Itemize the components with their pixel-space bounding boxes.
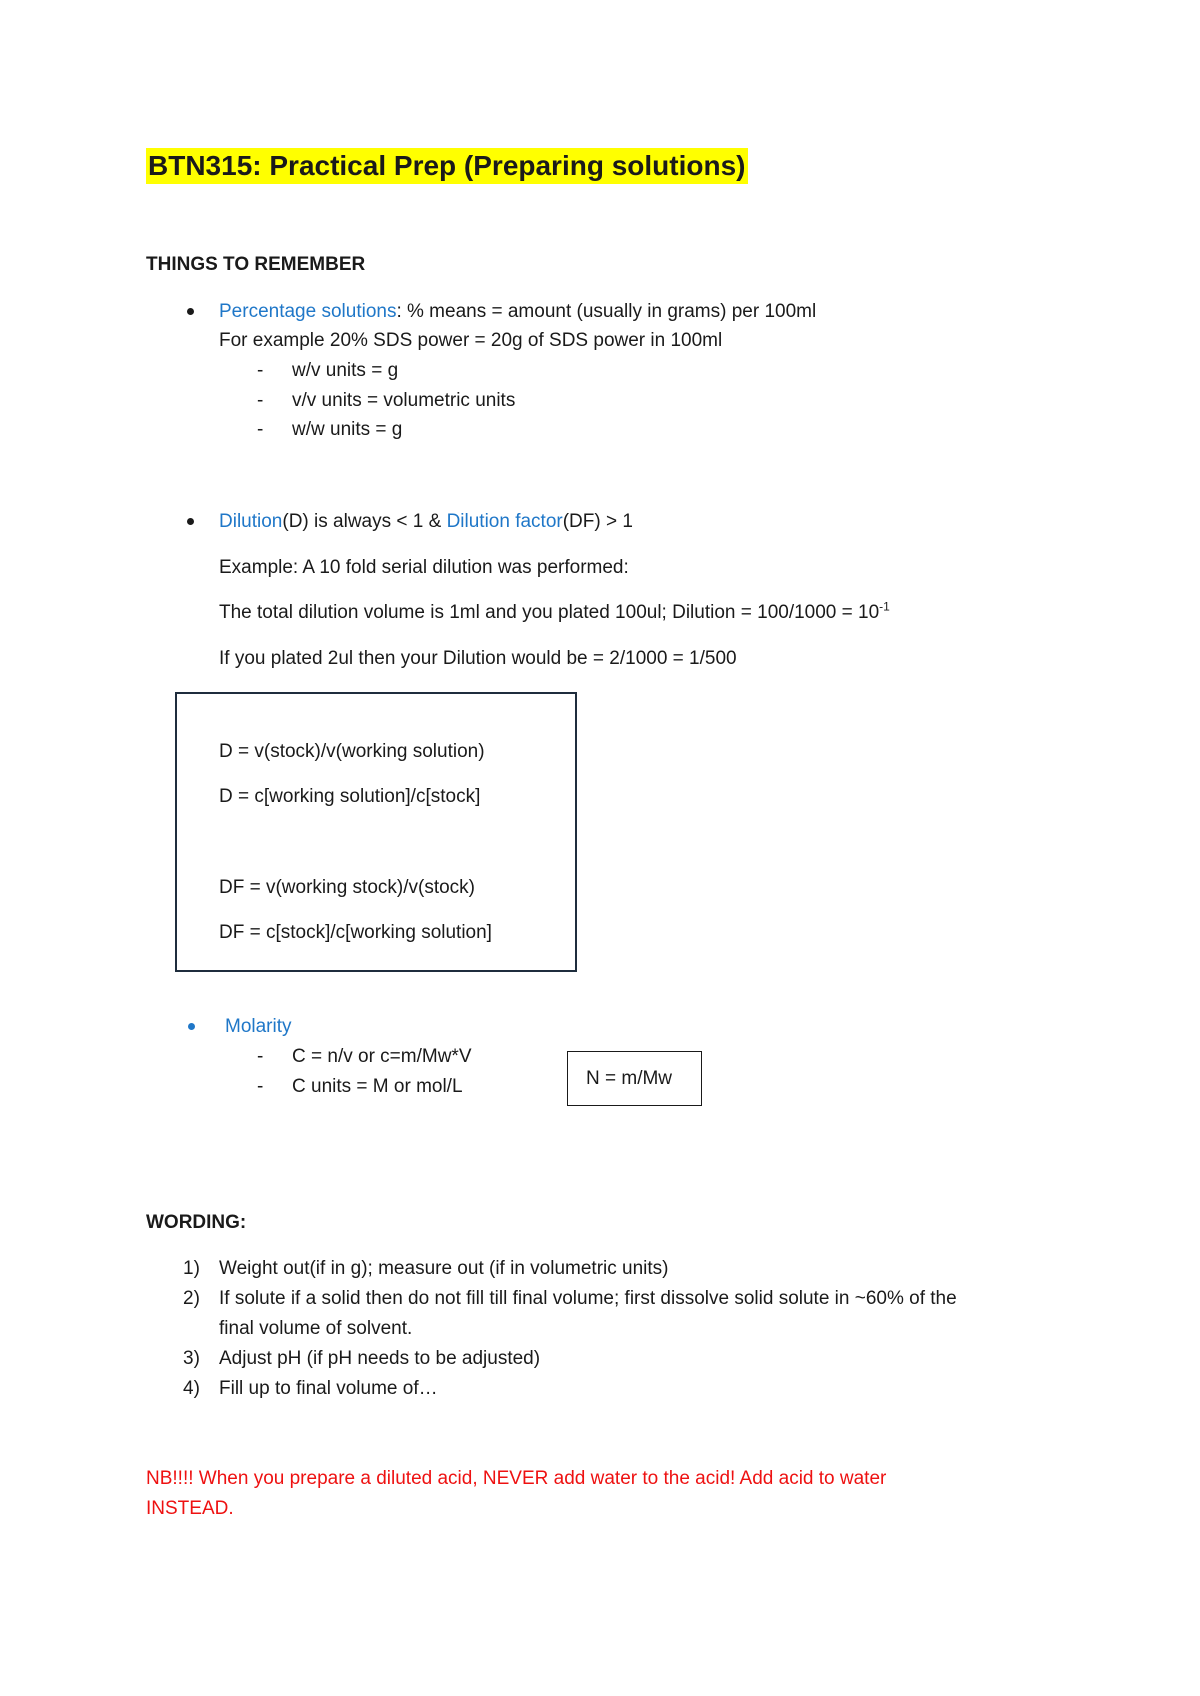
step-number: 3) xyxy=(183,1348,200,1369)
formula-d-concentration: D = c[working solution]/c[stock] xyxy=(219,786,481,807)
warning-line-1: NB!!!! When you prepare a diluted acid, NEVER add water to the acid! Add acid to water xyxy=(146,1468,887,1489)
step-text: Fill up to final volume of… xyxy=(219,1378,438,1399)
step-text: If solute if a solid then do not fill till final volume; first dissolve solid solute in ~60% of the xyxy=(219,1288,957,1309)
dash: - xyxy=(257,360,264,381)
dilution-exponent: -1 xyxy=(879,599,890,614)
percentage-term: Percentage solutions xyxy=(219,301,397,322)
normality-formula: N = m/Mw xyxy=(586,1068,673,1089)
percentage-line xyxy=(219,300,816,324)
dilution-plated-line: If you plated 2ul then your Dilution would be = 2/1000 = 1/500 xyxy=(219,648,737,669)
bullet-dot xyxy=(187,518,194,525)
dilution-total-line xyxy=(219,601,890,625)
dilution-example: Example: A 10 fold serial dilution was performed: xyxy=(219,557,629,578)
unit-item: w/v units = g xyxy=(292,360,399,381)
dilution-end: (DF) > 1 xyxy=(562,511,633,532)
percentage-example: For example 20% SDS power = 20g of SDS power in 100ml xyxy=(219,330,723,351)
things-to-remember-heading: THINGS TO REMEMBER xyxy=(146,254,366,275)
step-number: 2) xyxy=(183,1288,200,1309)
unit-item: w/w units = g xyxy=(292,419,403,440)
step-text-continued: final volume of solvent. xyxy=(219,1318,413,1339)
step-text: Weight out(if in g); measure out (if in volumetric units) xyxy=(219,1258,669,1279)
unit-item: v/v units = volumetric units xyxy=(292,390,516,411)
wording-heading: WORDING: xyxy=(146,1212,247,1233)
formula-df-concentration: DF = c[stock]/c[working solution] xyxy=(219,922,492,943)
step-number: 1) xyxy=(183,1258,200,1279)
formula-d-volume: D = v(stock)/v(working solution) xyxy=(219,741,485,762)
dash: - xyxy=(257,1076,264,1097)
warning-line-2: INSTEAD. xyxy=(146,1498,234,1519)
dilution-term: Dilution xyxy=(219,511,283,532)
dilution-total-text: The total dilution volume is 1ml and you plated 100ul; Dilution = 100/1000 = 10 xyxy=(219,602,880,623)
step-number: 4) xyxy=(183,1378,200,1399)
bullet-dot xyxy=(188,1023,195,1030)
dash: - xyxy=(257,419,264,440)
bullet-dot xyxy=(187,308,194,315)
dilution-line xyxy=(219,510,633,534)
percentage-text: : % means = amount (usually in grams) per 100ml xyxy=(396,301,817,322)
formula-df-volume: DF = v(working stock)/v(stock) xyxy=(219,877,476,898)
dilution-factor-term: Dilution factor xyxy=(446,511,563,532)
molarity-formula: C = n/v or c=m/Mw*V xyxy=(292,1046,472,1067)
molarity-term: Molarity xyxy=(225,1016,292,1037)
dilution-mid: (D) is always < 1 & xyxy=(282,511,447,532)
dash: - xyxy=(257,390,264,411)
molarity-units: C units = M or mol/L xyxy=(292,1076,463,1097)
dash: - xyxy=(257,1046,264,1067)
step-text: Adjust pH (if pH needs to be adjusted) xyxy=(219,1348,541,1369)
page-title: BTN315: Practical Prep (Preparing solutions) xyxy=(146,148,748,184)
